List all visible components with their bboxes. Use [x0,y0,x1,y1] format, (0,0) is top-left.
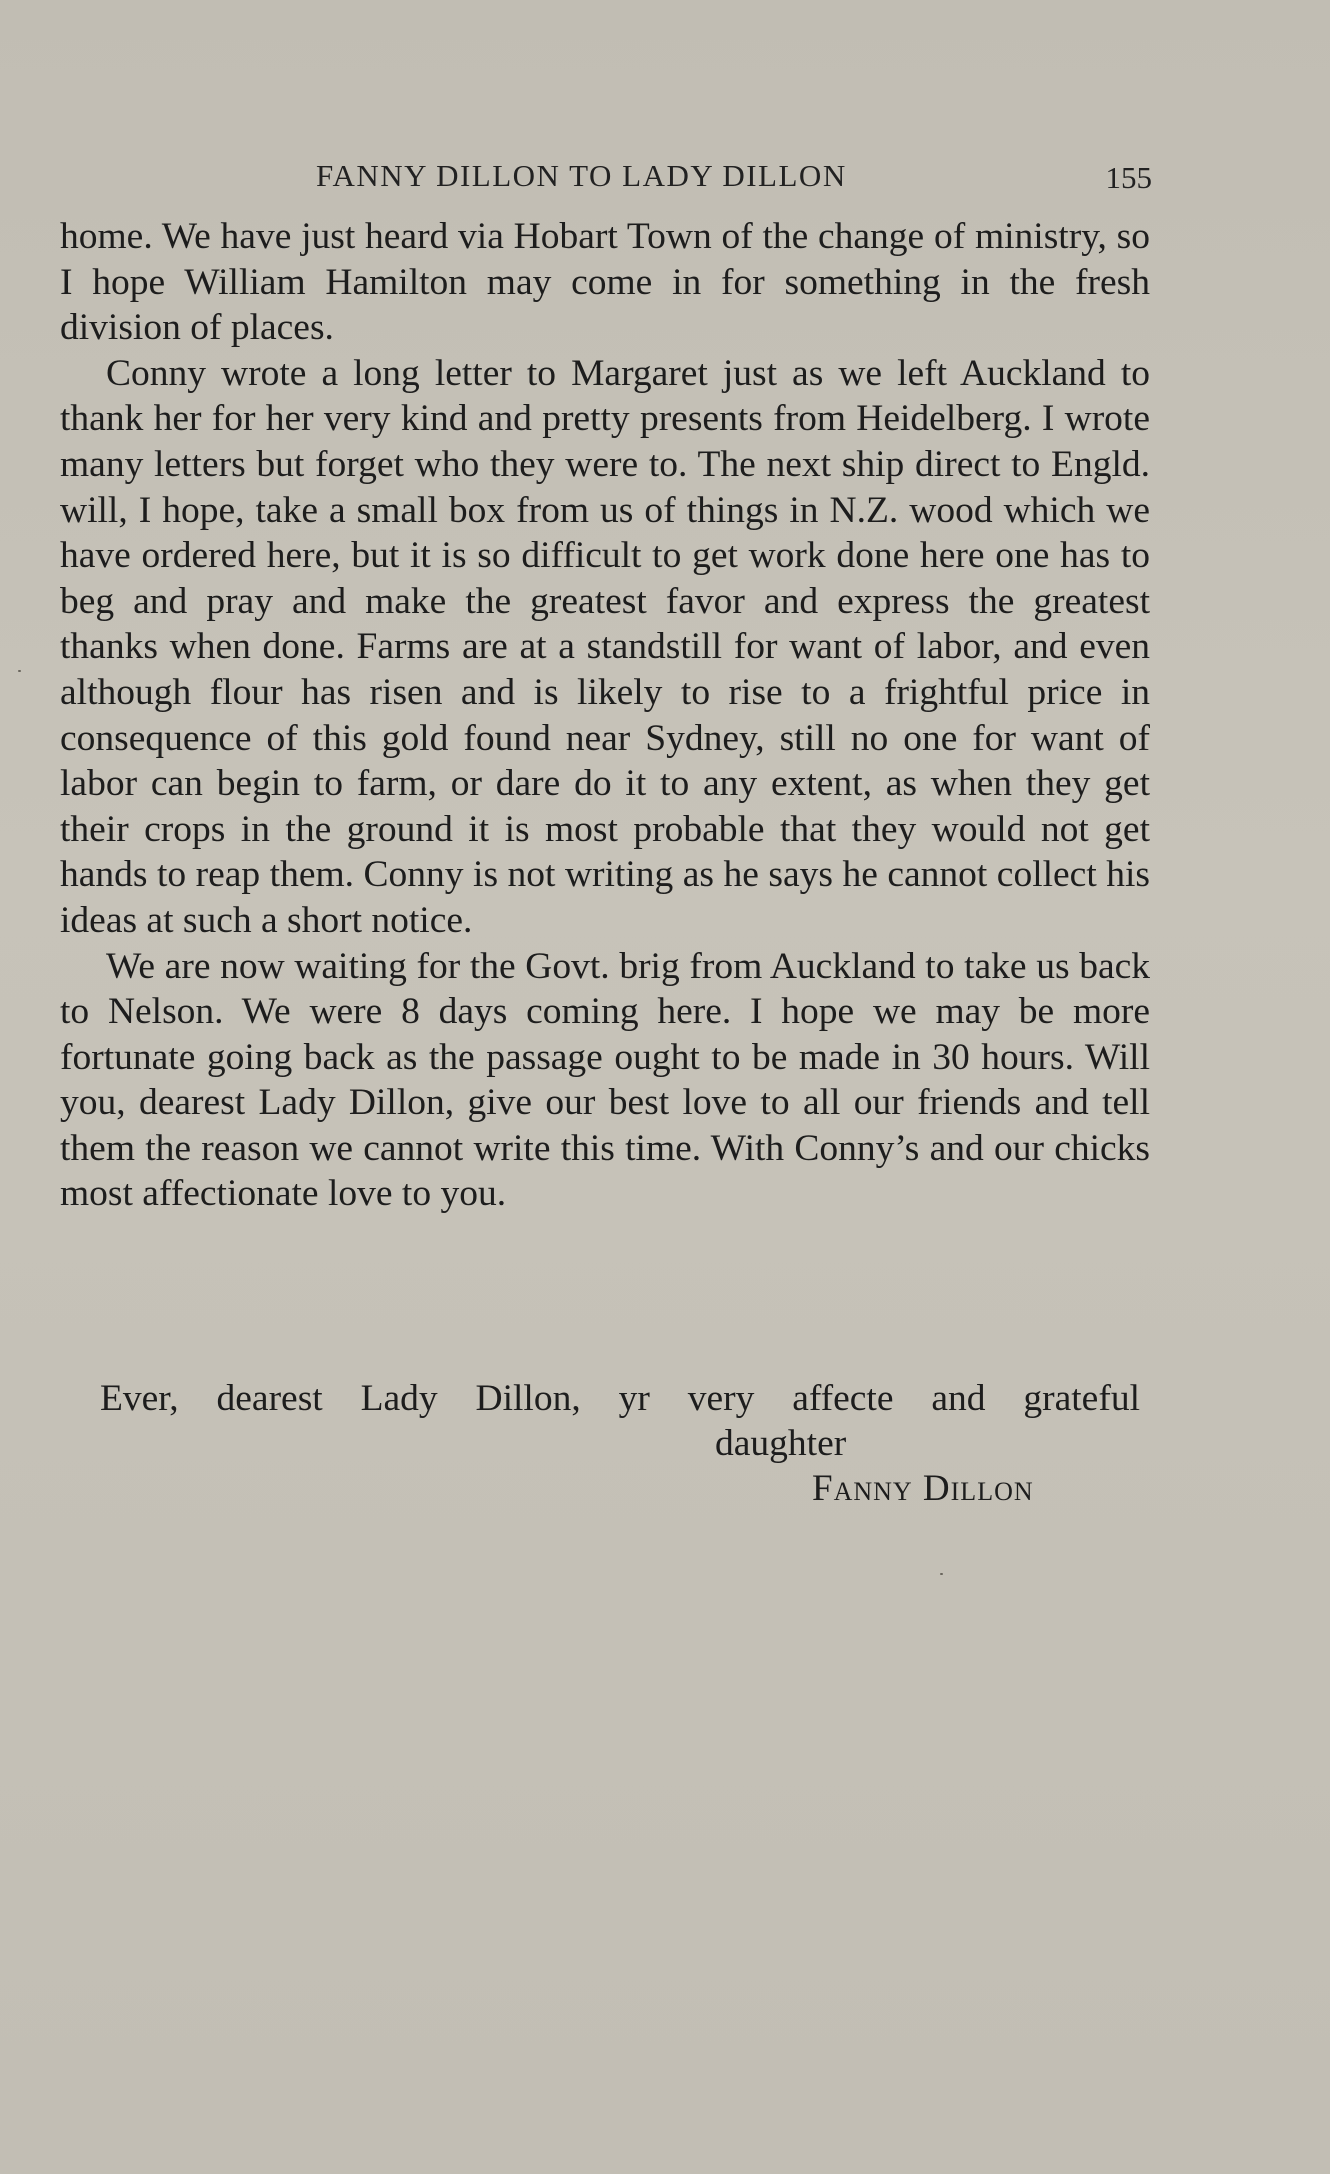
signature: Fanny Dillon [812,1468,1034,1509]
closing-relation: daughter [715,1423,847,1464]
running-title: FANNY DILLON TO LADY DILLON [316,158,847,193]
letter-closing [60,1376,1140,1511]
paragraph-1: home. We have just heard via Hobart Town of the change of ministry, so I hope William Hamilton may come in for something in the fresh division of places. [60,216,1150,349]
letter-body [60,214,1150,1217]
paragraph-3: We are now waiting for the Govt. brig from Auckland to take us back to Nelson. We were 8 days coming here. I hope we may be more fortunate going back as the passage ought to be made in 30 hours. Will you, dearest Lady Dillon, give our best love to all our friends and tell them the reason we cannot write this time. With Conny’s and our chicks most affectionate love to you. [60,945,1150,1215]
closing-salutation: Ever, dearest Lady Dillon, yr very affecte and grateful [100,1378,1140,1419]
paper-speck [18,670,21,672]
page-number: 155 [1105,160,1152,195]
running-head [62,158,1152,198]
paper-speck [940,1573,943,1575]
paragraph-2: Conny wrote a long letter to Margaret just as we left Auckland to thank her for her very kind and pretty presents from Heidelberg. I wrote many letters but forget who they were to. The next ship direct to Engld. will, I hope, take a small box from us of things in N.Z. wood which we have ordered here, but it is so difficult to get work done here one has to beg and pray and make the greatest favor and express the greatest thanks when done. Farms are at a standstill for want of labor, and even although flour has risen and is likely to rise to a frightful price in consequence of this gold found near Sydney, still no one for want of labor can begin to farm, or dare do it to any extent, as when they get their crops in the ground it is most probable that they would not get hands to reap them. Conny is not writing as he says he cannot collect his ideas at such a short notice. [60,352,1150,941]
